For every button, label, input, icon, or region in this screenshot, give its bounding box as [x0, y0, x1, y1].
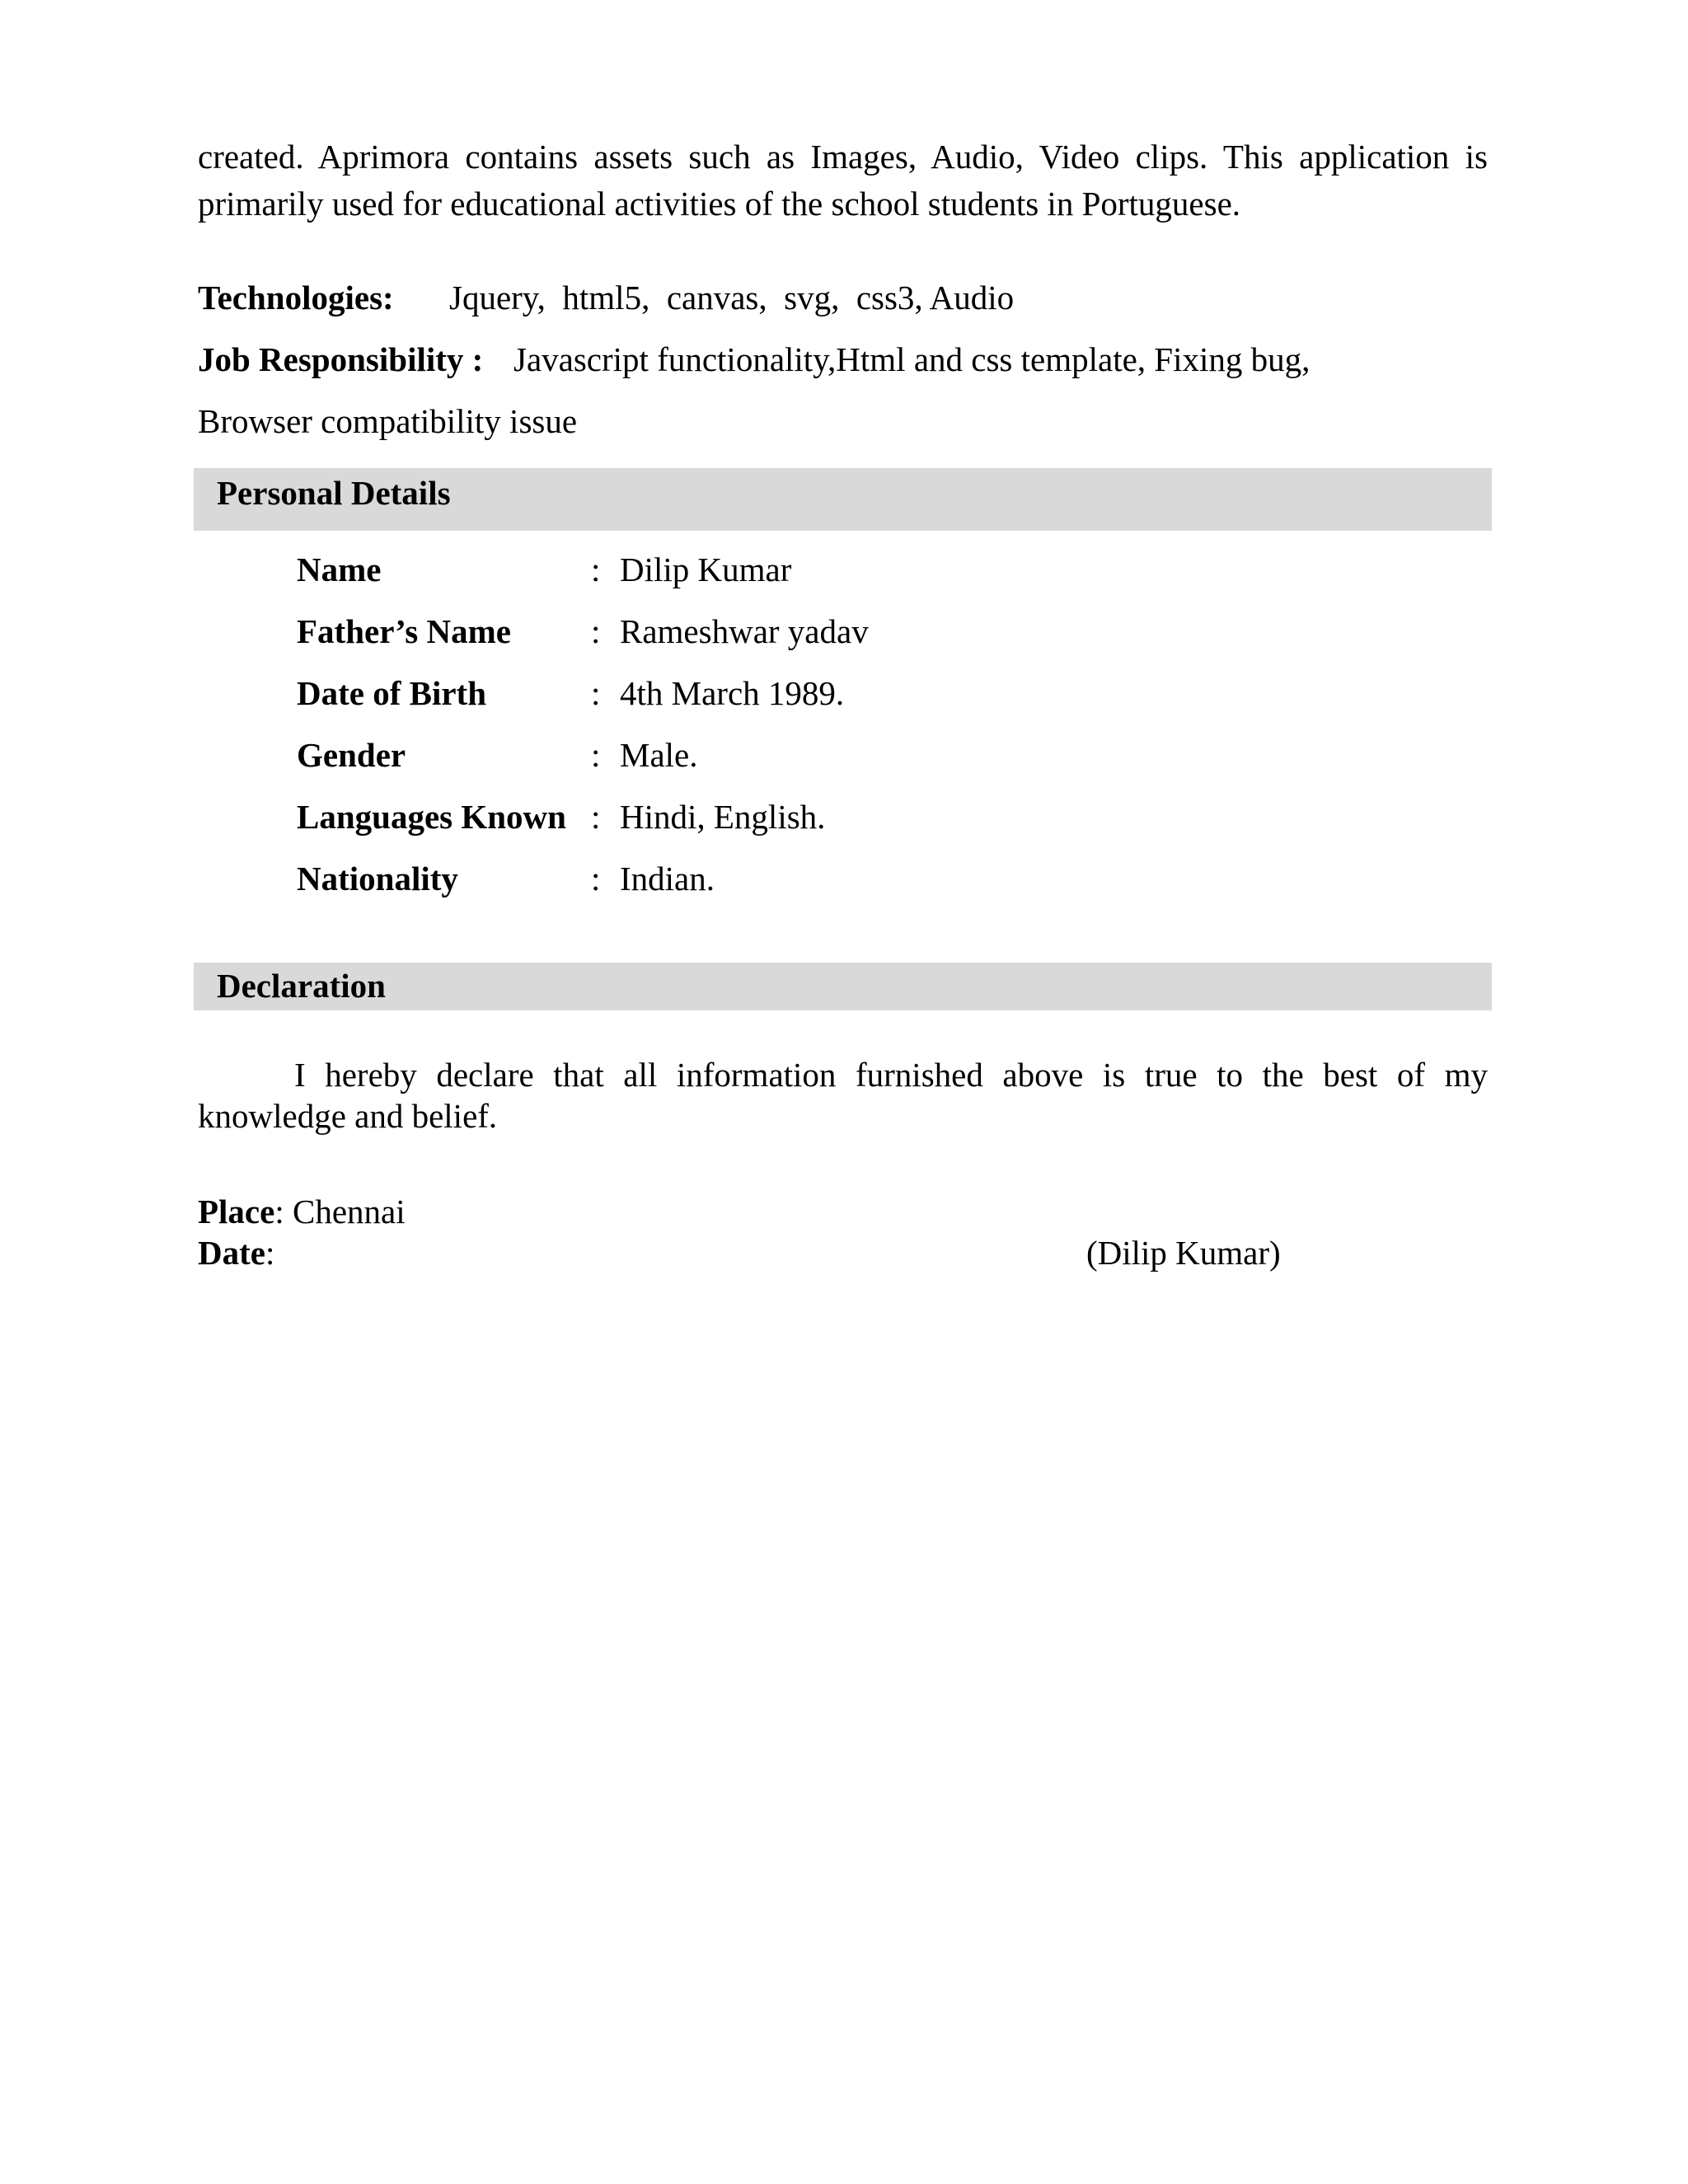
date-value: : — [265, 1234, 275, 1272]
date-row — [198, 1233, 274, 1272]
detail-colon: : — [591, 551, 601, 588]
job-responsibility-row — [198, 340, 483, 379]
detail-label: Gender — [297, 736, 406, 774]
intro-line-1: created. Aprimora contains assets such as Images, Audio, Video clips. This application is — [198, 138, 1488, 176]
detail-value: Rameshwar yadav — [620, 612, 869, 650]
personal-details-title: Personal Details — [217, 474, 451, 512]
declaration-header — [194, 963, 1492, 1010]
detail-value: Indian. — [620, 860, 715, 898]
personal-details-header — [194, 468, 1492, 531]
detail-value: Male. — [620, 736, 698, 774]
date-label: Date — [198, 1234, 265, 1272]
declaration-line-1: I hereby declare that all information furnished above is true to the best of my — [294, 1056, 1488, 1094]
detail-value: Dilip Kumar — [620, 551, 792, 588]
technologies-label: Technologies: — [198, 279, 394, 316]
intro-line-2: primarily used for educational activities of the school students in Portuguese. — [198, 185, 1241, 223]
detail-colon: : — [591, 798, 601, 836]
signature-name: (Dilip Kumar) — [1086, 1234, 1281, 1272]
declaration-title: Declaration — [217, 967, 386, 1005]
detail-label: Languages Known — [297, 798, 566, 836]
detail-label: Date of Birth — [297, 674, 487, 712]
detail-colon: : — [591, 674, 601, 712]
detail-colon: : — [591, 860, 601, 898]
declaration-line-2: knowledge and belief. — [198, 1097, 498, 1135]
technologies-row — [198, 278, 394, 317]
detail-value: Hindi, English. — [620, 798, 826, 836]
technologies-value: Jquery, html5, canvas, svg, css3, Audio — [449, 279, 1015, 316]
detail-label: Name — [297, 551, 382, 588]
place-label: Place — [198, 1193, 275, 1230]
place-row — [198, 1192, 406, 1231]
job-responsibility-value: Javascript functionality,Html and css template, Fixing bug, — [513, 340, 1311, 378]
job-responsibility-continuation: Browser compatibility issue — [198, 402, 578, 440]
place-value: : Chennai — [274, 1193, 406, 1230]
job-responsibility-label: Job Responsibility : — [198, 340, 484, 378]
detail-label: Father’s Name — [297, 612, 511, 650]
detail-colon: : — [591, 612, 601, 650]
detail-label: Nationality — [297, 860, 458, 898]
detail-value: 4th March 1989. — [620, 674, 845, 712]
detail-colon: : — [591, 736, 601, 774]
